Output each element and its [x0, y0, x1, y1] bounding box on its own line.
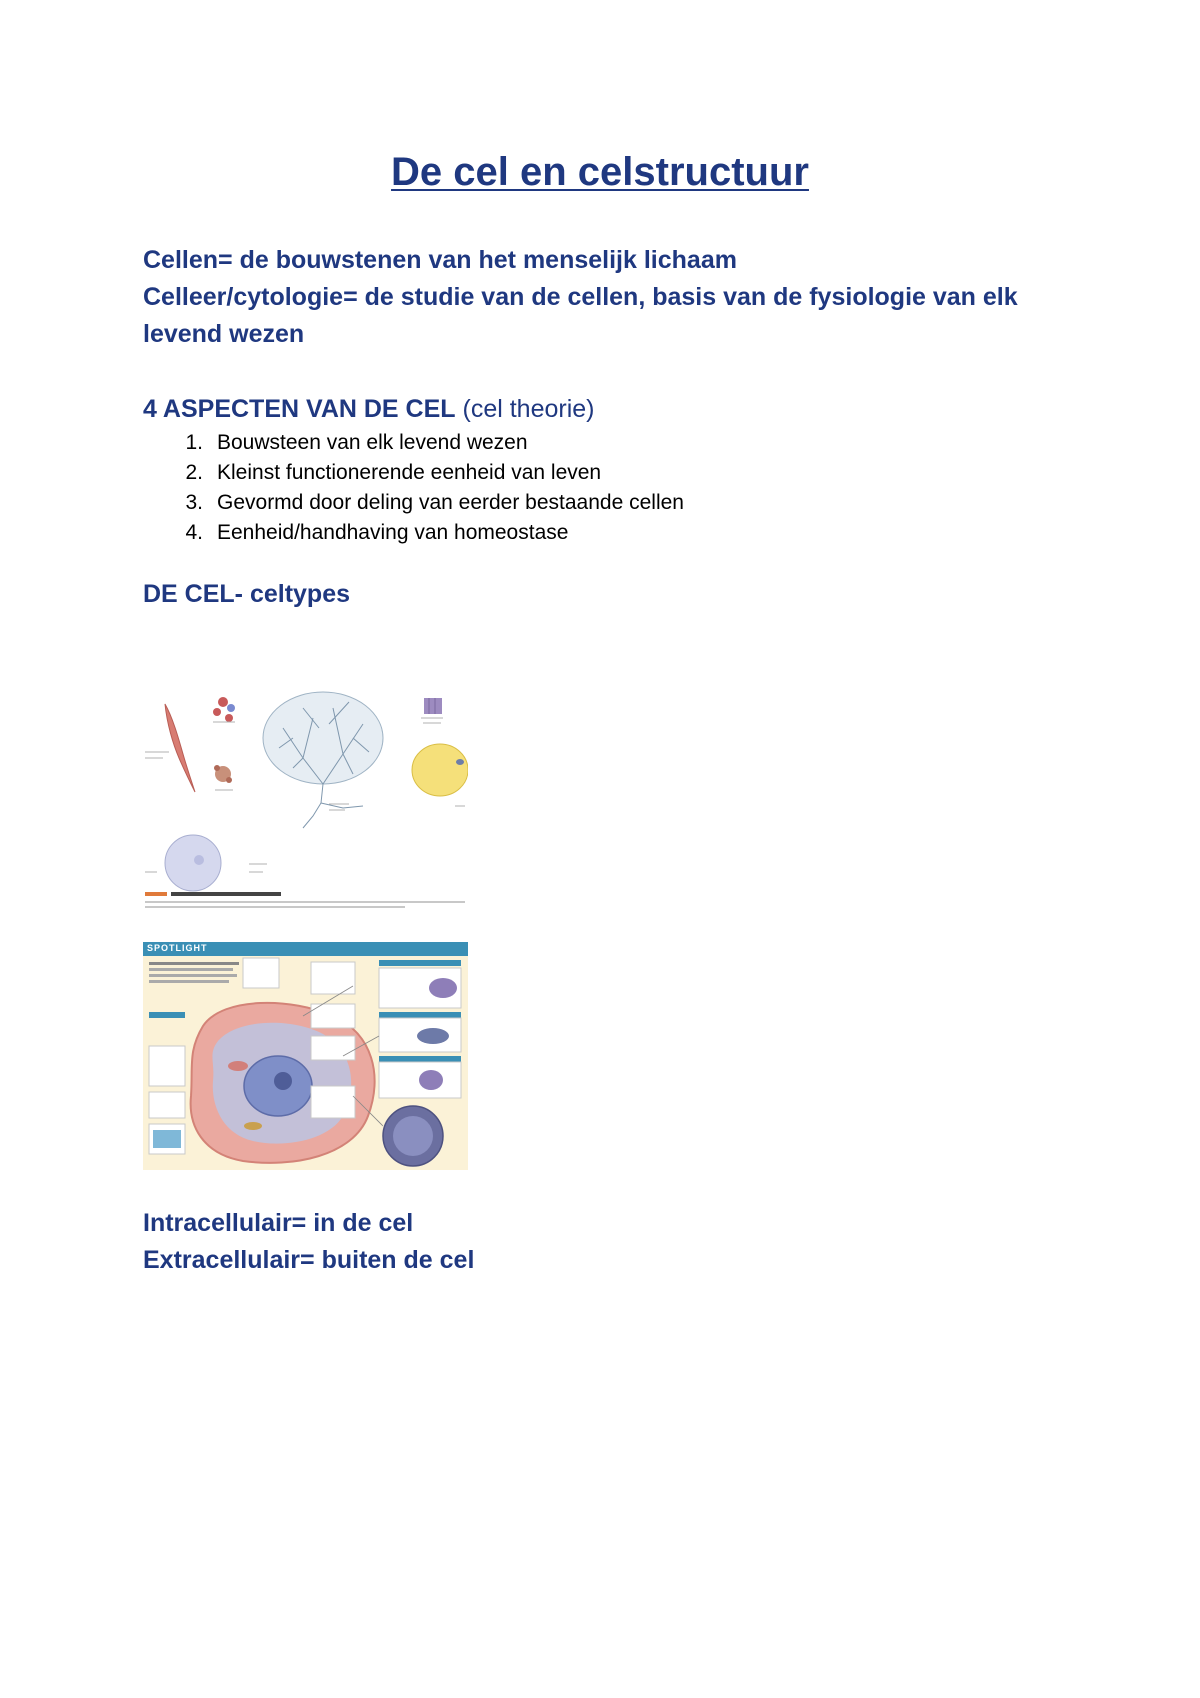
list-item-number: 4. — [185, 521, 203, 544]
spotlight-label: SPOTLIGHT — [147, 943, 208, 953]
list-item — [143, 458, 684, 488]
cell-types-figure — [143, 688, 468, 910]
list-item — [143, 428, 684, 458]
aspects-heading — [143, 395, 595, 424]
cell-anatomy-figure — [143, 942, 468, 1170]
list-item-number: 3. — [185, 491, 203, 514]
aspects-list — [143, 428, 684, 548]
definition-intracellulair: Intracellulair= in de cel — [143, 1209, 414, 1237]
list-item-number: 2. — [185, 461, 203, 484]
list-item-text: Bouwsteen van elk levend wezen — [217, 431, 528, 454]
aspects-heading-bold: 4 ASPECTEN VAN DE CEL — [143, 395, 456, 423]
aspects-heading-rest: (cel theorie) — [455, 395, 595, 423]
list-item — [143, 488, 684, 518]
page-title: De cel en celstructuur — [391, 150, 809, 194]
definition-celleer: Celleer/cytologie= de studie van de cellen, basis van de fysiologie van elk — [143, 283, 1018, 311]
celtypes-heading: DE CEL- celtypes — [143, 580, 351, 608]
list-item-number: 1. — [185, 431, 203, 454]
list-item — [143, 518, 684, 548]
spotlight-banner — [143, 942, 468, 956]
list-item-text: Gevormd door deling van eerder bestaande cellen — [217, 491, 684, 514]
definition-celleer-cont: levend wezen — [143, 320, 305, 348]
list-item-text: Eenheid/handhaving van homeostase — [217, 521, 569, 544]
definition-extracellulair: Extracellulair= buiten de cel — [143, 1246, 475, 1274]
definition-cellen: Cellen= de bouwstenen van het menselijk lichaam — [143, 246, 737, 274]
cell-diagram-icon — [143, 956, 468, 1170]
list-item-text: Kleinst functionerende eenheid van leven — [217, 461, 602, 484]
